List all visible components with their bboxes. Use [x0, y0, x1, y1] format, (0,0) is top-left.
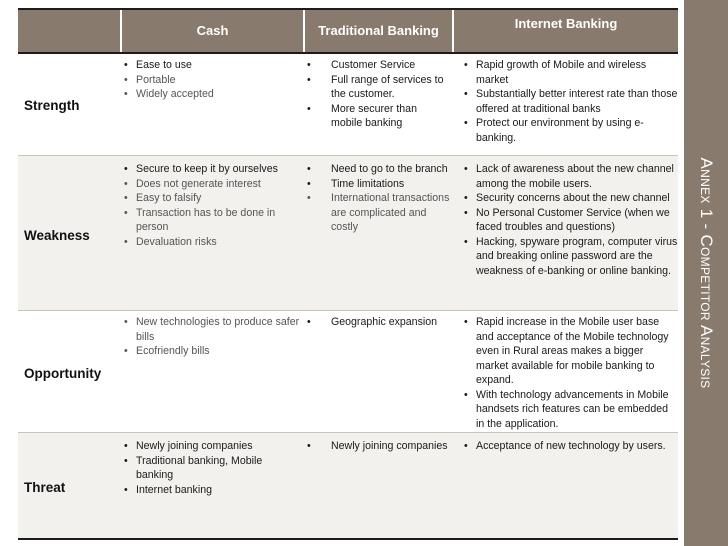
- list-item: • Newly joining companies: [305, 439, 451, 454]
- list-item: • Secure to keep it by ourselves: [122, 162, 302, 177]
- list-item: • Traditional banking, Mobile banking: [122, 454, 302, 483]
- list-item: • Customer Service: [305, 58, 451, 73]
- cell-strength-traditional: [305, 58, 451, 131]
- row-label-weakness: Weakness: [24, 228, 90, 243]
- list-item: • Full range of services to the customer.: [305, 73, 451, 102]
- side-title: Annex 1 - Competitor Analysis: [697, 157, 716, 389]
- cell-weakness-internet: [462, 162, 678, 278]
- row-label-strength: Strength: [24, 98, 80, 113]
- list-item: • More securer than mobile banking: [305, 102, 451, 131]
- table-bottom-rule: [18, 538, 678, 540]
- list-item: • Internet banking: [122, 483, 302, 498]
- header-bottom-rule: [18, 52, 678, 54]
- list-item: • Lack of awareness about the new channel among the mobile users.: [462, 162, 678, 191]
- list-item: • Widely accepted: [122, 87, 302, 102]
- cell-opportunity-traditional: [305, 315, 451, 330]
- cell-opportunity-cash: [122, 315, 302, 359]
- cell-weakness-traditional: [305, 162, 451, 235]
- list-item: • Portable: [122, 73, 302, 88]
- list-item: • Rapid increase in the Mobile user base and acceptance of the Mobile technology even in Rural areas makes a bigger market available for mobile banking to expand.: [462, 315, 678, 388]
- list-item: • Does not generate interest: [122, 177, 302, 192]
- row-label-threat: Threat: [24, 480, 66, 495]
- cell-threat-cash: [122, 439, 302, 497]
- list-item: • Transaction has to be done in person: [122, 206, 302, 235]
- row-divider: [18, 432, 678, 433]
- list-item: • With technology advancements in Mobile handsets rich features can be embedded in the application.: [462, 388, 678, 432]
- list-item: • Time limitations: [305, 177, 451, 192]
- list-item: • Ecofriendly bills: [122, 344, 302, 359]
- cell-strength-internet: [462, 58, 678, 145]
- cell-threat-internet: [462, 439, 678, 454]
- list-item: • Rapid growth of Mobile and wireless market: [462, 58, 678, 87]
- row-divider: [18, 310, 678, 311]
- cell-opportunity-internet: [462, 315, 678, 431]
- list-item: • Newly joining companies: [122, 439, 302, 454]
- header-top-rule: [18, 8, 678, 10]
- list-item: • Devaluation risks: [122, 235, 302, 250]
- list-item: • Substantially better interest rate than those offered at traditional banks: [462, 87, 678, 116]
- list-item: • International transactions are complicated and costly: [305, 191, 451, 235]
- header-cash: Cash: [122, 8, 303, 52]
- list-item: • New technologies to produce safer bills: [122, 315, 302, 344]
- list-item: • Protect our environment by using e-banking.: [462, 116, 678, 145]
- swot-table: [18, 0, 678, 546]
- list-item: • Security concerns about the new channel: [462, 191, 678, 206]
- cell-threat-traditional: [305, 439, 451, 454]
- header-traditional-banking: Traditional Banking: [305, 8, 452, 52]
- list-item: • Need to go to the branch: [305, 162, 451, 177]
- list-item: • Hacking, spyware program, computer virus and breaking online password are the weakness of e-banking or online banking.: [462, 235, 678, 279]
- list-item: • No Personal Customer Service (when we faced troubles and questions): [462, 206, 678, 235]
- row-divider: [18, 155, 678, 156]
- header-internet-banking: Internet Banking: [454, 8, 678, 52]
- list-item: • Ease to use: [122, 58, 302, 73]
- cell-strength-cash: [122, 58, 302, 102]
- cell-weakness-cash: [122, 162, 302, 249]
- list-item: • Acceptance of new technology by users.: [462, 439, 678, 454]
- list-item: • Geographic expansion: [305, 315, 451, 330]
- header-blank: [18, 8, 120, 52]
- row-label-opportunity: Opportunity: [24, 366, 102, 381]
- list-item: • Easy to falsify: [122, 191, 302, 206]
